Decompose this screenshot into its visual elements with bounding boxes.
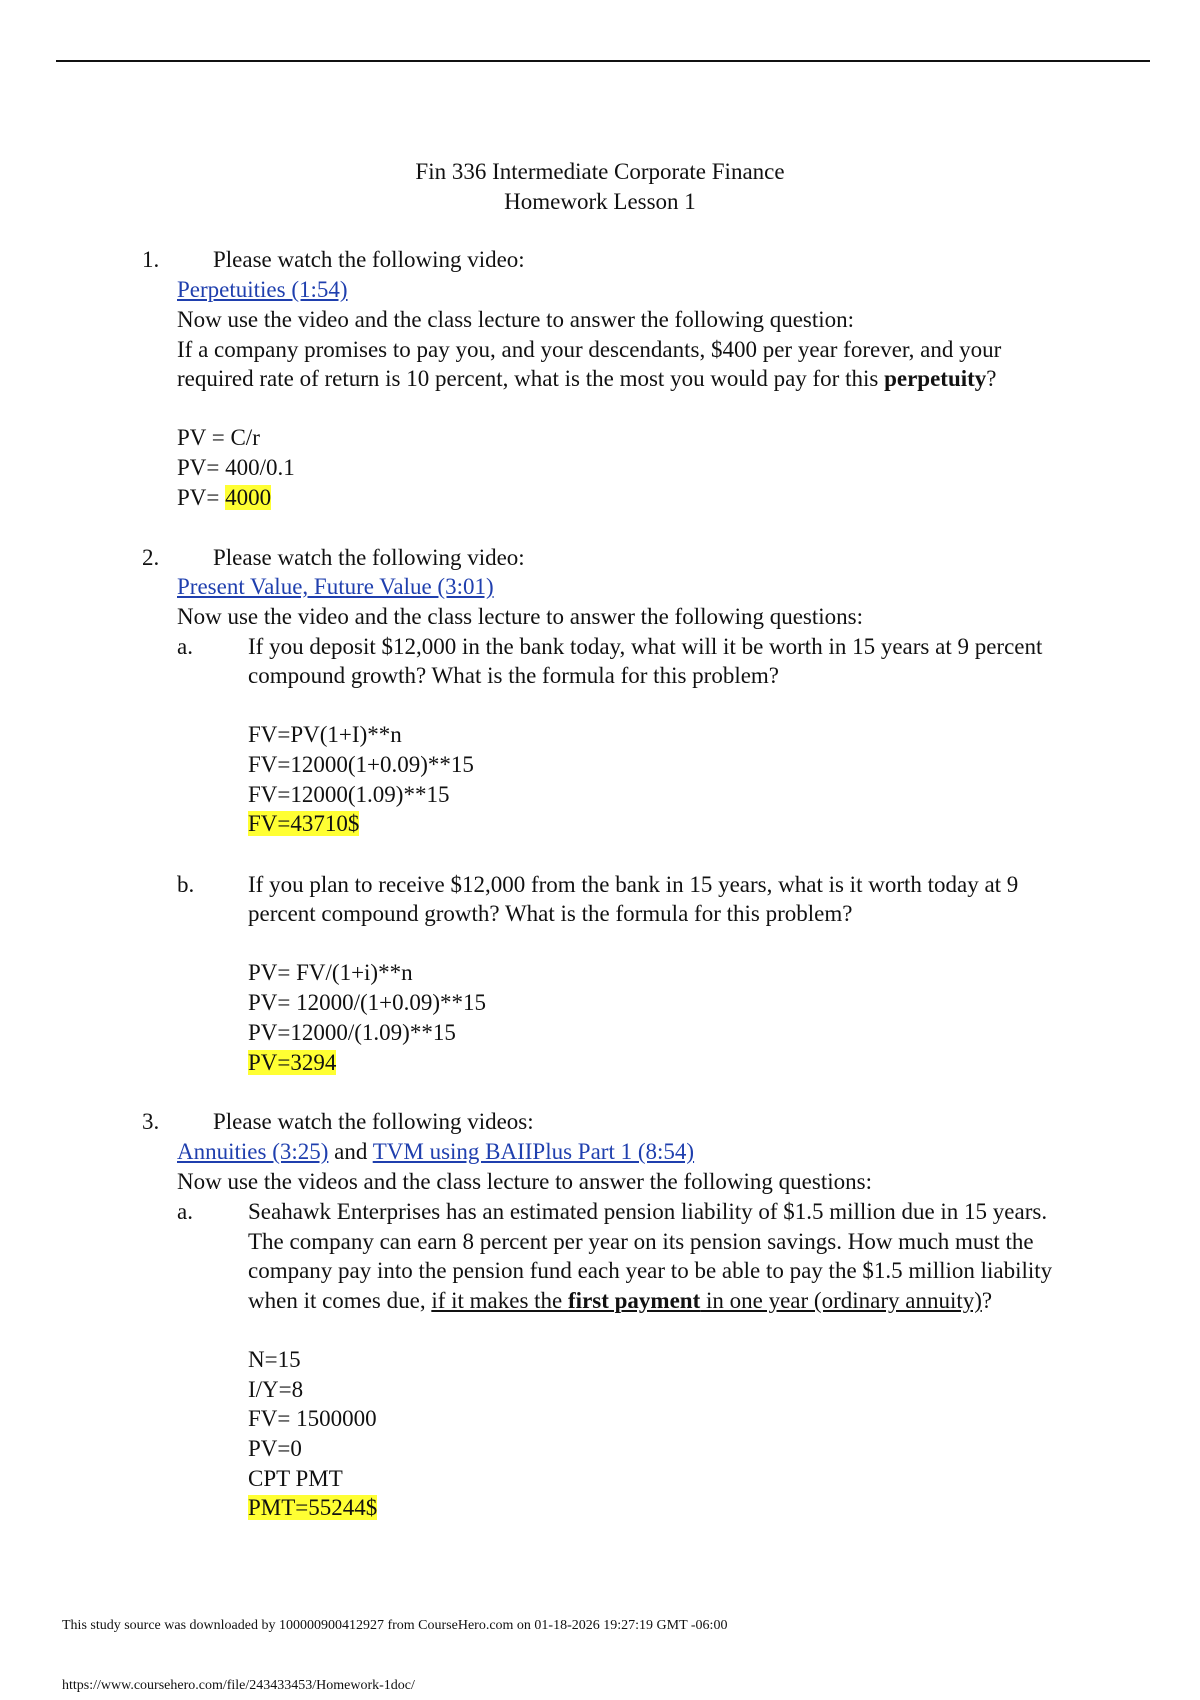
q3a-input-n: N=15 xyxy=(248,1347,301,1372)
annuities-video-link[interactable]: Annuities (3:25) xyxy=(177,1139,329,1164)
q1-question-line2: required rate of return is 10 percent, what is the most you would pay for this perpetuity? xyxy=(177,366,997,391)
q3a-question-line3: company pay into the pension fund each year to be able to pay the $1.5 million liability xyxy=(248,1258,1053,1283)
q2b-question-line1: If you plan to receive $12,000 from the bank in 15 years, what is it worth today at 9 xyxy=(248,872,1019,897)
q3-number: 3. xyxy=(142,1109,160,1134)
q2a-answer-highlight: FV=43710$ xyxy=(248,811,360,836)
download-source-note: This study source was downloaded by 100000900412927 from CourseHero.com on 01-18-2026 19:27:19 GMT -06:00 xyxy=(62,1618,728,1633)
q2b-simplified: PV=12000/(1.09)**15 xyxy=(248,1020,456,1045)
q2b-substitution: PV= 12000/(1+0.09)**15 xyxy=(248,990,487,1015)
tvm-baiiplus-video-link[interactable]: TVM using BAIIPlus Part 1 (8:54) xyxy=(372,1139,695,1164)
source-url: https://www.coursehero.com/file/243433453/Homework-1doc/ xyxy=(62,1678,415,1693)
q1-question-line1: If a company promises to pay you, and your descendants, $400 per year forever, and your xyxy=(177,337,1002,362)
q3a-input-fv: FV= 1500000 xyxy=(248,1406,377,1431)
present-value-video-link[interactable]: Present Value, Future Value (3:01) xyxy=(177,574,494,599)
course-title: Fin 336 Intermediate Corporate Finance xyxy=(415,159,785,184)
q3-video-links: Annuities (3:25) and TVM using BAIIPlus Part 1 (8:54) xyxy=(177,1139,695,1164)
q2b-letter: b. xyxy=(177,872,195,897)
q2-number: 2. xyxy=(142,545,160,570)
q3a-input-iy: I/Y=8 xyxy=(248,1377,304,1402)
q2-intro: Please watch the following video: xyxy=(213,545,525,570)
q3-instruction: Now use the videos and the class lecture to answer the following questions: xyxy=(177,1169,872,1194)
q3-intro: Please watch the following videos: xyxy=(213,1109,534,1134)
q1-formula: PV = C/r xyxy=(177,425,260,450)
q1-intro: Please watch the following video: xyxy=(213,247,525,272)
q3a-answer-highlight: PMT=55244$ xyxy=(248,1495,378,1520)
q3a-input-pv: PV=0 xyxy=(248,1436,302,1461)
q2b-answer-highlight: PV=3294 xyxy=(248,1050,337,1075)
q2a-question-line1: If you deposit $12,000 in the bank today, what will it be worth in 15 years at 9 percent xyxy=(248,634,1043,659)
q2a-question-line2: compound growth? What is the formula for this problem? xyxy=(248,663,780,688)
q3a-question-line1: Seahawk Enterprises has an estimated pension liability of $1.5 million due in 15 years. xyxy=(248,1199,1048,1224)
q3a-compute: CPT PMT xyxy=(248,1466,343,1491)
perpetuity-term: perpetuity xyxy=(884,366,987,391)
q3a-question-line4: when it comes due, if it makes the first payment in one year (ordinary annuity)? xyxy=(248,1288,993,1313)
q2a-simplified: FV=12000(1.09)**15 xyxy=(248,782,450,807)
q1-answer-highlight: 4000 xyxy=(225,485,272,510)
homework-subtitle: Homework Lesson 1 xyxy=(504,189,696,214)
q1-number: 1. xyxy=(142,247,160,272)
q2b-question-line2: percent compound growth? What is the formula for this problem? xyxy=(248,901,853,926)
q2-instruction: Now use the video and the class lecture to answer the following questions: xyxy=(177,604,864,629)
q2a-substitution: FV=12000(1+0.09)**15 xyxy=(248,752,474,777)
q1-result: PV= 4000 xyxy=(177,485,272,510)
q1-substitution: PV= 400/0.1 xyxy=(177,455,295,480)
q2b-formula: PV= FV/(1+i)**n xyxy=(248,960,413,985)
document-header xyxy=(0,157,1200,217)
q1-instruction: Now use the video and the class lecture to answer the following question: xyxy=(177,307,855,332)
q2a-formula: FV=PV(1+I)**n xyxy=(248,722,402,747)
ordinary-annuity-condition: if it makes the first payment in one year (ordinary annuity) xyxy=(431,1288,982,1313)
q3a-letter: a. xyxy=(177,1199,193,1224)
top-divider xyxy=(56,60,1150,62)
q3a-question-line2: The company can earn 8 percent per year on its pension savings. How much must the xyxy=(248,1229,1034,1254)
perpetuities-video-link[interactable]: Perpetuities (1:54) xyxy=(177,277,348,302)
q2a-letter: a. xyxy=(177,634,193,659)
